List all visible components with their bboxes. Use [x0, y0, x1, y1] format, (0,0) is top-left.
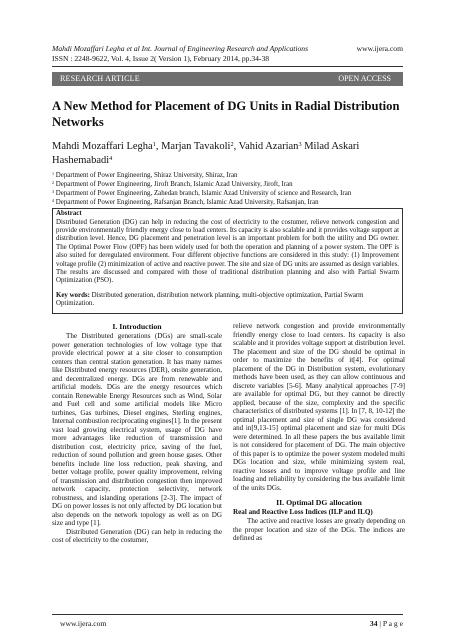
paragraph: The Distributed generations (DGs) are small-scale power generation technologies of low voltage type that provide electrical power at a site closer to consumption centers than central station generation. It has many names like Distributed energy resources (DER), onsite generation, and decentralized energy. DGs are from renewable and artificial models. DGs are the energy resources which contain Renewable Energy Resources such as Wind, Solar and Fuel cell and some artificial models like Micro turbines, Gas turbines, Diesel engines, Sterling engines, Internal combustion reciprocating engines[1]. In the present vast load growing electrical system, usage of DG have more advantages like reduction of transmission and distribution cost, electricity price, saving of the fuel, reduction of sound pollution and green house gases. Other benefits include line loss reduction, peak shaving, and better voltage profile, power quality improvement, relving of transmission and distribution congestion then improved network capacity, protection selectivity, network robustness, and islanding operations [2-3]. The impact of DG on power losses is not only affected by DG location but also depends on the network topology as well as on DG size and type [1].: [52, 332, 222, 528]
page-number-value: 34: [369, 619, 378, 628]
paragraph: The active and reactive losses are greatly depending on the proper location and size of the DGs. The indices are defined as: [233, 517, 405, 543]
affiliation-text: Department of Power Engineering, Jiroft Branch, Islamic Azad University, Jiroft, Iran: [54, 181, 293, 188]
affiliation: [52, 189, 413, 198]
paragraph: Distributed Generation (DG) can help in reducing the cost of electricity to the costumer,: [52, 527, 222, 545]
abstract-heading: Abstract: [56, 210, 82, 217]
keywords-text: Distributed generation, distribution network planning, multi-objective optimization, Partial Swarm Optimization.: [56, 291, 364, 308]
author-name: Milad Askari Hashemabadi: [52, 141, 360, 166]
author-mark: 4: [109, 154, 113, 162]
affiliation: [52, 198, 413, 207]
subsection-heading: Real and Reactive Loss Indices (ILP and ILQ): [233, 508, 373, 517]
affiliation-text: Department of Power Engineering, Zahedan branch, Islamic Azad University of science and Research, Iran: [54, 190, 352, 197]
footer-website[interactable]: www.ijera.com: [60, 619, 107, 628]
author-mark: 2: [230, 141, 234, 149]
abstract-box: [52, 208, 403, 314]
section-heading: II. Optimal DG allocation: [276, 498, 362, 508]
header-rule: [52, 66, 403, 67]
paragraph: relieve network congestion and provide environmentally friendly energy close to load centers. Its capacity is also scalable and it provides voltage support at distribution level. The placement and size of the DG should be optimal in order to maximize the benefits of it[4]. For optimal placement of the DG in Distribution system, evolutionary methods have been used, as they can allow continuous and discrete variables [5-6]. Many analytical approaches [7-9] are available for optimal DG, but they cannot be directly applied, because of the size, complexity and the specific characteristics of distributed systems [1]. In [7, 8, 10-12] the optimal placement and size of single DG was considered and in[9,13-15] optimal placement and size for multi DGs were determined. In all these papers the bus available limit is not considered for placement of DG. The main objective of this paper is to optimize the power system modeled multi DGs location and size, while minimizing system real, reactive losses and to improve voltage profile and line loading and reliability by considering the bus available limit of the units DGs.: [233, 322, 405, 492]
affiliation: [52, 180, 413, 189]
keywords: [56, 292, 399, 309]
author-name: , Marjan Tavakoli: [155, 141, 231, 152]
affiliation-list: [52, 171, 413, 207]
left-column: [52, 322, 222, 545]
author-mark: 1: [152, 141, 156, 149]
footer-rule: [52, 614, 403, 615]
header-website[interactable]: www.ijera.com: [356, 44, 403, 53]
author-list: [52, 140, 405, 167]
affiliation-mark: 3: [52, 189, 55, 195]
page-label: | P a g e: [377, 619, 403, 628]
issn-line: ISSN : 2248-9622, Vol. 4, Issue 2( Version 1), February 2014, pp.34-38: [52, 54, 270, 63]
affiliation-text: Department of Power Engineering, Shiraz University, Shiraz, Iran: [54, 172, 238, 179]
affiliation-mark: 4: [52, 198, 55, 204]
affiliation-mark: 1: [52, 171, 55, 177]
affiliation-text: Department of Power Engineering, Rafsanjan Branch, Islamic Azad University, Rafsanjan, Iran: [54, 199, 319, 206]
affiliation-mark: 2: [52, 180, 55, 186]
paper-title: A New Method for Placement of DG Units in Radial Distribution Networks: [52, 99, 400, 129]
abstract-text: Distributed Generation (DG) can help in reducing the cost of electricity to the costumer, relieve network congestion and provide environmentally friendly energy close to load centers. Its capacity is also scalable and it provides voltage support at distribution level. Hence, DG placement and penetration level is an important problem for both the utility and DG owner. The Optimal Power Flow (OPF) has been widely used for both the operation and planning of a power system. The OPF is also suited for deregulated environment. Four different objective functions are considered in this study: (1) Improvement voltage profile (2) minimization of active and reactive power. The site and size of DG units are assumed as design variables. The results are discussed and compared with those of traditional distribution planning and also with Partial Swarm Optimization (PSO).: [56, 218, 399, 285]
section-heading: I. Introduction: [112, 322, 162, 331]
author-mark: 3: [298, 141, 302, 149]
page-number: [370, 619, 403, 628]
journal-line: Mahdi Mozaffari Legha et al Int. Journal of Engineering Research and Applications: [52, 44, 309, 53]
author-name: , Vahid Azarian: [233, 141, 299, 152]
running-header: [52, 44, 352, 64]
research-article-label: RESEARCH ARTICLE: [60, 74, 140, 83]
article-banner: [52, 72, 403, 86]
affiliation: [52, 171, 413, 180]
open-access-label: OPEN ACCESS: [338, 74, 391, 83]
keywords-label: Key words:: [56, 291, 90, 299]
author-name: Mahdi Mozaffari Legha: [52, 141, 153, 152]
right-column: [233, 322, 405, 543]
